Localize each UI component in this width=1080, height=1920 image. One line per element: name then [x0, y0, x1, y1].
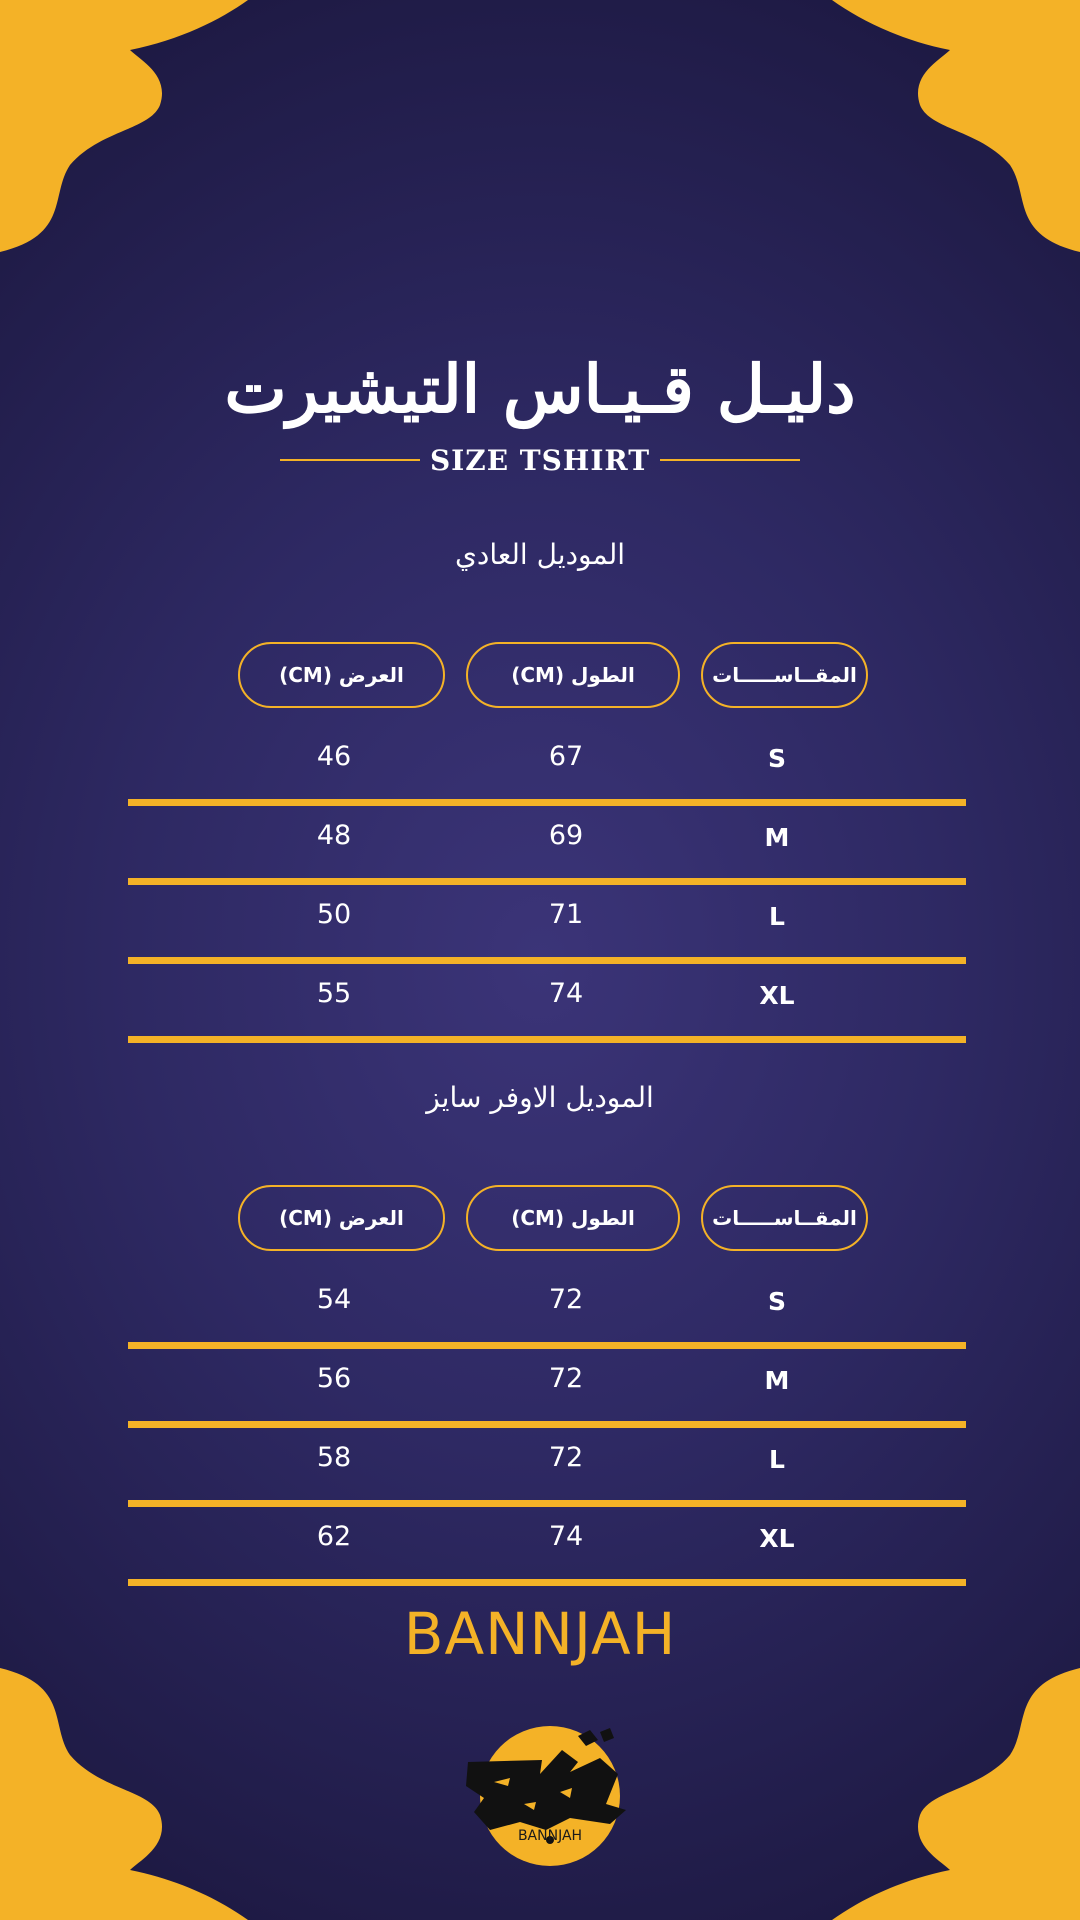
table-row — [128, 964, 966, 1043]
oversize-section-title: الموديل الاوفر سايز — [426, 1081, 654, 1114]
corner-decoration-bottom-right — [820, 1660, 1080, 1920]
header-length: الطول (CM) — [466, 1185, 680, 1251]
length-value: 72 — [548, 1442, 584, 1473]
width-value: 50 — [316, 899, 352, 930]
size-label: M — [764, 1366, 790, 1395]
width-value: 46 — [316, 741, 352, 772]
length-value: 69 — [548, 820, 584, 851]
oversize-table — [128, 1270, 966, 1586]
divider-left — [280, 459, 420, 461]
table-row — [128, 1507, 966, 1586]
oversize-table-headers — [0, 1185, 1080, 1255]
corner-decoration-top-right — [820, 0, 1080, 260]
regular-table-headers — [0, 642, 1080, 712]
table-row — [128, 806, 966, 885]
size-label: XL — [759, 1524, 795, 1553]
header-sizes: المقــاســـــات — [701, 1185, 868, 1251]
size-label: S — [767, 744, 786, 773]
length-value: 72 — [548, 1284, 584, 1315]
size-label: S — [767, 1287, 786, 1316]
table-row — [128, 1428, 966, 1507]
size-label: L — [769, 1445, 785, 1474]
length-value: 67 — [548, 741, 584, 772]
corner-decoration-top-left — [0, 0, 260, 260]
length-value: 74 — [548, 978, 584, 1009]
subtitle: SIZE TSHIRT — [429, 443, 651, 477]
size-label: XL — [759, 981, 795, 1010]
table-row — [128, 727, 966, 806]
corner-decoration-bottom-left — [0, 1660, 260, 1920]
width-value: 56 — [316, 1363, 352, 1394]
subtitle-row — [280, 440, 800, 480]
width-value: 58 — [316, 1442, 352, 1473]
size-label: L — [769, 902, 785, 931]
width-value: 48 — [316, 820, 352, 851]
length-value: 71 — [548, 899, 584, 930]
width-value: 62 — [316, 1521, 352, 1552]
length-value: 74 — [548, 1521, 584, 1552]
bannjah-logo-icon — [450, 1712, 650, 1882]
header-sizes: المقــاســـــات — [701, 642, 868, 708]
table-row — [128, 885, 966, 964]
regular-table — [128, 727, 966, 1043]
brand-name: BANNJAH — [403, 1600, 677, 1668]
length-value: 72 — [548, 1363, 584, 1394]
logo-text: BANNJAH — [517, 1828, 583, 1844]
width-value: 55 — [316, 978, 352, 1009]
regular-section-title: الموديل العادي — [454, 538, 626, 571]
width-value: 54 — [316, 1284, 352, 1315]
table-row — [128, 1270, 966, 1349]
divider-right — [660, 459, 800, 461]
page-title: دليـل قـيـاس التيشيرت — [224, 350, 856, 428]
header-width: العرض (CM) — [238, 1185, 445, 1251]
table-row — [128, 1349, 966, 1428]
header-width: العرض (CM) — [238, 642, 445, 708]
header-length: الطول (CM) — [466, 642, 680, 708]
size-label: M — [764, 823, 790, 852]
